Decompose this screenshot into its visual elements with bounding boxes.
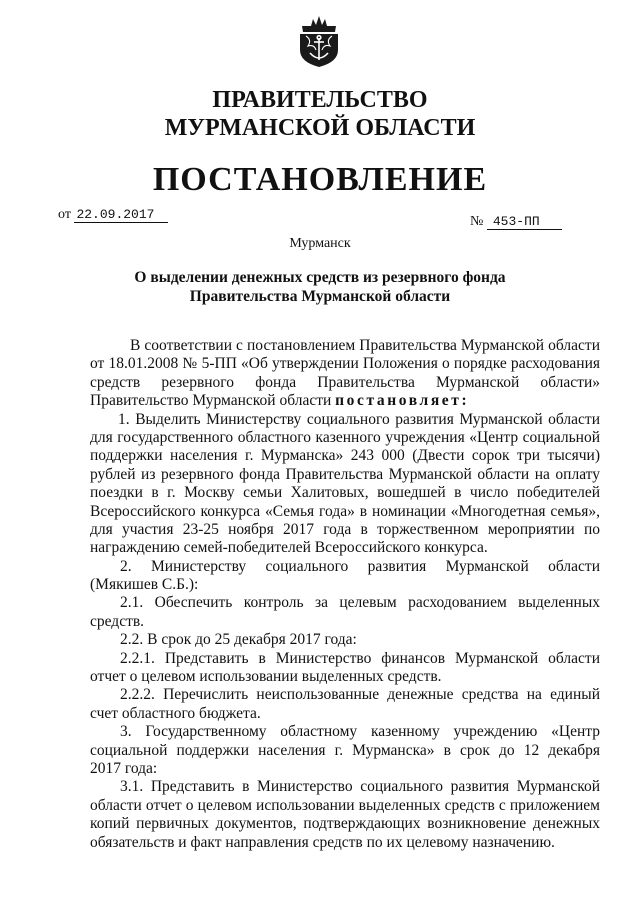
document-type-title: ПОСТАНОВЛЕНИЕ <box>152 161 488 198</box>
body-line: Всероссийского конкурса «Семья года» в номинации «Многодетная семья», <box>90 502 600 520</box>
body-line <box>90 392 600 410</box>
body-line: награждению семей-победителей Всероссийского конкурса. <box>90 539 488 557</box>
body-line: счет областного бюджета. <box>90 704 261 722</box>
body-line: 2.2.1. Представить в Министерство финансов Мурманской области <box>120 649 600 667</box>
body-line: 2. Министерству социального развития Мурманской области <box>120 557 600 575</box>
body-line: от 18.01.2008 № 5-ПП «Об утверждении Положения о порядке расходования <box>90 355 600 373</box>
coat-of-arms-icon <box>296 10 342 68</box>
body-line: копий первичных документов, подтверждающих возникновение денежных <box>90 815 600 833</box>
body-line: области отчет о целевом использовании выделенных средств с приложением <box>90 796 600 814</box>
body-line: средств. <box>90 612 145 630</box>
body-line: 3. Государственному областному казенному учреждению «Центр <box>120 723 600 741</box>
government-title-line1: ПРАВИТЕЛЬСТВО <box>212 87 428 113</box>
body-line: (Мякишев С.Б.): <box>90 576 199 594</box>
body-line: 2017 года: <box>90 759 158 777</box>
body-line: социальной поддержки населения г. Мурманска» в срок до 12 декабря <box>90 741 600 759</box>
number-value: 453-ПП <box>487 214 562 230</box>
body-line: 3.1. Представить в Министерство социального развития Мурманской <box>120 778 600 796</box>
document-body <box>90 337 600 852</box>
document-subject <box>0 268 640 306</box>
city-name: Мурманск <box>289 236 351 251</box>
number-prefix: № <box>470 214 484 229</box>
subject-line: О выделении денежных средств из резервного фонда <box>134 269 506 286</box>
body-text: Правительство Мурманской области <box>90 392 332 410</box>
decree-word: постановляет: <box>335 392 470 410</box>
government-title-line2: МУРМАНСКОЙ ОБЛАСТИ <box>164 115 476 141</box>
date-value: 22.09.2017 <box>74 207 168 223</box>
date-prefix: от <box>58 207 71 222</box>
body-line: 1. Выделить Министерству социального развития Мурманской области <box>118 410 600 428</box>
body-line: 2.2. В срок до 25 декабря 2017 года: <box>120 631 357 649</box>
body-line: 2.2.2. Перечислить неиспользованные денежные средства на единый <box>120 686 600 704</box>
body-line: 2.1. Обеспечить контроль за целевым расходованием выделенных <box>120 594 600 612</box>
body-line: отчет о целевом использовании выделенных средств. <box>90 668 442 686</box>
document-date <box>58 207 168 223</box>
body-line: поездки в г. Москву семьи Халитовых, вошедшей в число победителей <box>90 484 600 502</box>
body-line: для участия 23-25 ноября 2017 года в торжественном мероприятии по <box>90 520 600 538</box>
body-line: рублей из резервного фонда Правительства Мурманской области на оплату <box>90 465 600 483</box>
body-line: для государственного областного казенного учреждения «Центр социальной <box>90 428 600 446</box>
body-line: поддержки населения г. Мурманска» 243 000 (Двести сорок три тысячи) <box>90 447 600 465</box>
body-line: средств резервного фонда Правительства Мурманской области» <box>90 373 600 391</box>
body-line: В соответствии с постановлением Правительства Мурманской области <box>130 337 600 354</box>
document-number <box>470 214 562 230</box>
subject-line: Правительства Мурманской области <box>189 288 451 305</box>
body-line: обязательств и факт направления средств по их целевому назначению. <box>90 833 555 851</box>
